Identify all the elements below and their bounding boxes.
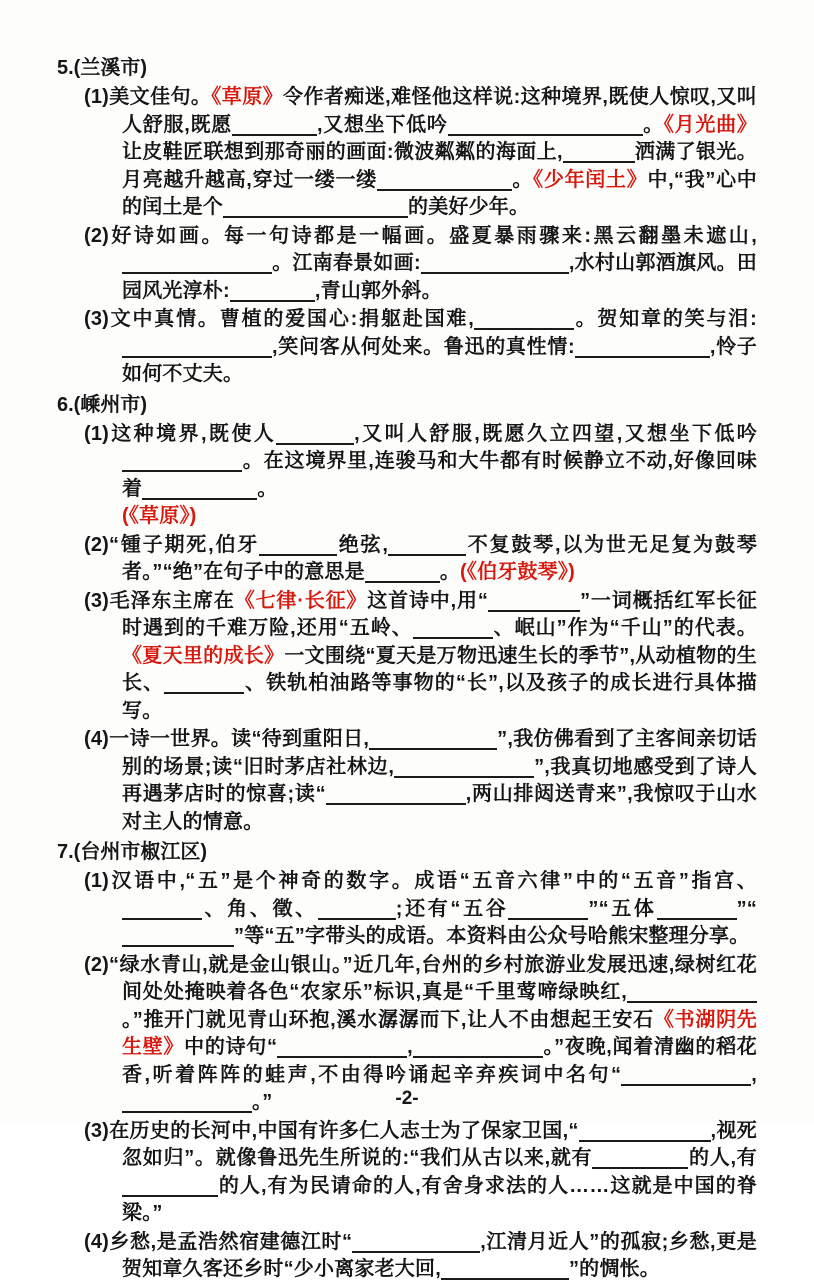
question-item [84,726,757,836]
answer-blank [657,900,737,920]
answer-blank [621,1066,751,1086]
item-number: (2) [84,533,110,556]
question-text [84,588,757,726]
text-run: 。 [511,168,534,191]
text-run: 。江南春景如画: [272,252,421,274]
text-run: 洒满了银光。月亮越升越高,穿过一缕一缕 [122,141,757,191]
text-run: ”等“五”字带头的成语。本资料由公众号哈熊宋整理分享。 [234,925,750,947]
item-number: (2) [84,953,110,976]
item-number: (1) [84,86,110,108]
text-run: 、铁轨柏油路等事物的“长”,以及孩子的成长进行具体描写。 [122,672,757,722]
answer-blank [413,1038,543,1058]
text-run: ”的惆怅。 [568,1258,660,1280]
question-section [57,55,757,389]
text-run: 。 [439,561,461,583]
text-run: 。贺知章的笑与泪: [573,308,757,330]
answer-blank [579,1122,711,1142]
answer-blank [232,116,317,136]
page-number: -2- [395,1088,419,1109]
text-run: 。” [252,1091,273,1113]
item-number: (4) [84,1230,110,1253]
text-run: ,两山排闼送青来”,我惊叹于山水对主人的情意。 [122,783,757,833]
text-run: 乡愁,是孟浩然宿建德江时“ [109,1230,353,1253]
text-run: ”“五体 [588,897,657,920]
text-run: ,视死忽如归”。就像鲁迅先生所说的:“我们从古以来,就有 [122,1119,757,1169]
answer-blank [441,1260,569,1280]
answer-blank [448,116,643,136]
text-run: 好诗如画。每一句诗都是一幅画。盛夏暴雨骤来:黑云翻墨未遮山, [109,224,757,247]
section-heading: 5.(兰溪市) [57,57,147,79]
text-run: 、角、徵、 [202,897,318,920]
question-item [84,1118,757,1228]
question-item [84,1229,757,1284]
question-item [84,306,757,389]
book-title-red: (《伯牙鼓琴》) [460,561,575,583]
item-number: (3) [84,1119,110,1142]
text-run: 汉语中,“五”是个神奇的数字。成语“五音六律”中的“五音”指宫、 [109,870,757,892]
question-text [84,868,757,951]
question-text [84,726,757,836]
text-run: ,怜子如何不丈夫。 [122,335,757,385]
question-section [57,392,757,837]
text-run: 。 [257,477,278,500]
answer-blank [277,1038,407,1058]
question-text [84,421,757,531]
answer-blank [318,900,396,920]
question-section [57,839,757,1284]
section-heading: 6.(嵊州市) [57,393,147,416]
text-run: 中的诗句“ [184,1036,278,1058]
answer-blank [122,1177,218,1197]
book-title-red: 《书湖阴先生壁》 [122,1008,758,1058]
text-run: 的人,有为民请命的人,有舍身求法的人……这就是中国的脊梁。” [122,1174,757,1224]
item-number: (2) [84,224,110,247]
book-title-red: 《少年闰土》 [533,168,648,191]
text-run: ”“ [736,897,757,920]
answer-blank [142,480,257,500]
answer-blank [508,900,588,920]
question-item [84,588,757,726]
answer-blank [122,900,202,920]
text-run: 这种境界,既使人 [109,422,277,445]
text-run: ”一词概括红军长征时遇到的千难万险,还用“五岭、 [122,589,757,639]
text-run: ,青山郭外斜。 [314,279,442,302]
answer-blank [122,927,234,947]
question-item [84,421,757,531]
answer-blank [413,619,493,639]
text-run: 文中真情。曹植的爱国心:捐躯赴国难, [109,308,474,330]
answer-blank [122,338,272,358]
book-title-red: 《月光曲》 [663,113,757,136]
question-item [84,223,757,306]
text-run: , [407,1036,413,1058]
answer-blank [122,452,242,472]
answer-blank [377,171,512,191]
text-run: 一诗一世界。读“待到重阳日, [109,728,370,750]
text-run: ,笑问客从何处来。鲁迅的真性情: [272,335,575,358]
answer-blank [592,1149,688,1169]
text-run: 。”夜晚,闻着清幽的稻花香,听着阵阵的蛙声,不由得吟诵起辛弃疾词中名句“ [122,1036,757,1086]
answer-blank [122,254,272,274]
question-text [84,306,757,389]
text-run: , [751,1063,757,1086]
book-title-red: (《草原》) [122,505,197,527]
book-title-red: 《七律·长征》 [234,589,368,612]
text-run: 不复鼓琴,以为世无足复为鼓琴者。”“绝”在句子中的意思是 [122,533,757,583]
item-number: (1) [84,870,110,892]
question-text [84,223,757,306]
text-run: ,江清月近人”的孤寂;乡愁,更是贺知章久客还乡时“少小离家老大回, [122,1230,757,1280]
item-number: (1) [84,422,110,445]
answer-blank [276,425,354,445]
text-run: ”,我仿佛看到了主客间亲切话别的场景;读“旧时茅店社林边, [122,728,758,778]
text-run: 。在这境界里,连骏马和大牛都有时候静立不动,好像回味着 [122,450,757,500]
item-number: (4) [84,728,110,750]
text-run: ”,我真切地感受到了诗人再遇茅店时的惊喜;读“ [122,755,757,805]
question-text [84,1229,757,1284]
answer-blank [164,674,244,694]
answer-blank [352,1233,480,1253]
text-run: 。”推开门就见青山环抱,溪水潺潺而下,让人不由想起王安石 [122,1008,654,1031]
text-run: 、岷山”作为“千山”的代表。 [492,617,757,639]
text-run: 的人,有 [688,1147,757,1169]
answer-blank [365,563,440,583]
question-text [84,532,757,587]
answer-blank [474,310,574,330]
answer-blank [627,983,757,1003]
answer-blank [563,143,635,163]
text-run: 毛泽东主席在 [109,589,235,612]
text-run: “绿水青山,就是金山银山。”近几年,台州的乡村旅游业发展迅速,绿树红花间处处掩映着各色“农家乐”标识,真是“千里莺啼绿映红, [109,953,757,1003]
text-run: ,水村山郭酒旗风。田园风光淳朴: [122,252,757,302]
answer-blank [394,758,534,778]
answer-blank [223,198,408,218]
question-text [84,84,757,222]
book-title-red: 《草原》 [211,86,284,108]
answer-blank [326,785,466,805]
text-run: 美文佳句。 [109,86,212,108]
text-run: 。 [642,113,664,136]
question-item [84,868,757,951]
text-run: 让皮鞋匠联想到那奇丽的画面:微波粼粼的海面上, [122,141,563,163]
text-run: 在历史的长河中,中国有许多仁人志士为了保家卫国,“ [109,1119,579,1142]
item-number: (3) [84,308,110,330]
answer-blank [388,536,466,556]
book-title-red: 《夏天里的成长》 [122,644,285,667]
text-run: ,又想坐下低吟 [316,113,448,136]
question-text [84,1118,757,1228]
text-run: 中,“我”心中的闰土是个 [122,168,757,218]
text-run: ;还有“五谷 [395,897,509,920]
text-run: 令作者痴迷,难怪他这样说:这种境界,既使人惊叹,又叫人舒服,既愿 [122,86,757,136]
text-run: 这首诗中,用“ [367,589,489,612]
text-run: ,又叫人舒服,既愿久立四望,又想坐下低吟 [354,422,757,445]
answer-blank [488,592,580,612]
text-run: 绝弦, [337,533,389,556]
answer-blank [421,254,569,274]
answer-blank [259,536,337,556]
answer-blank [575,338,710,358]
item-number: (3) [84,589,110,612]
question-item [84,84,757,222]
question-item [84,532,757,587]
answer-blank [230,282,315,302]
section-heading: 7.(台州市椒江区) [57,841,207,863]
text-run: 一文围绕“夏天是万物迅速生长的季节”,从动植物的生长、 [122,644,757,694]
text-run: 的美好少年。 [408,196,530,218]
answer-blank [369,730,497,750]
text-run: “锺子期死,伯牙 [109,533,260,556]
